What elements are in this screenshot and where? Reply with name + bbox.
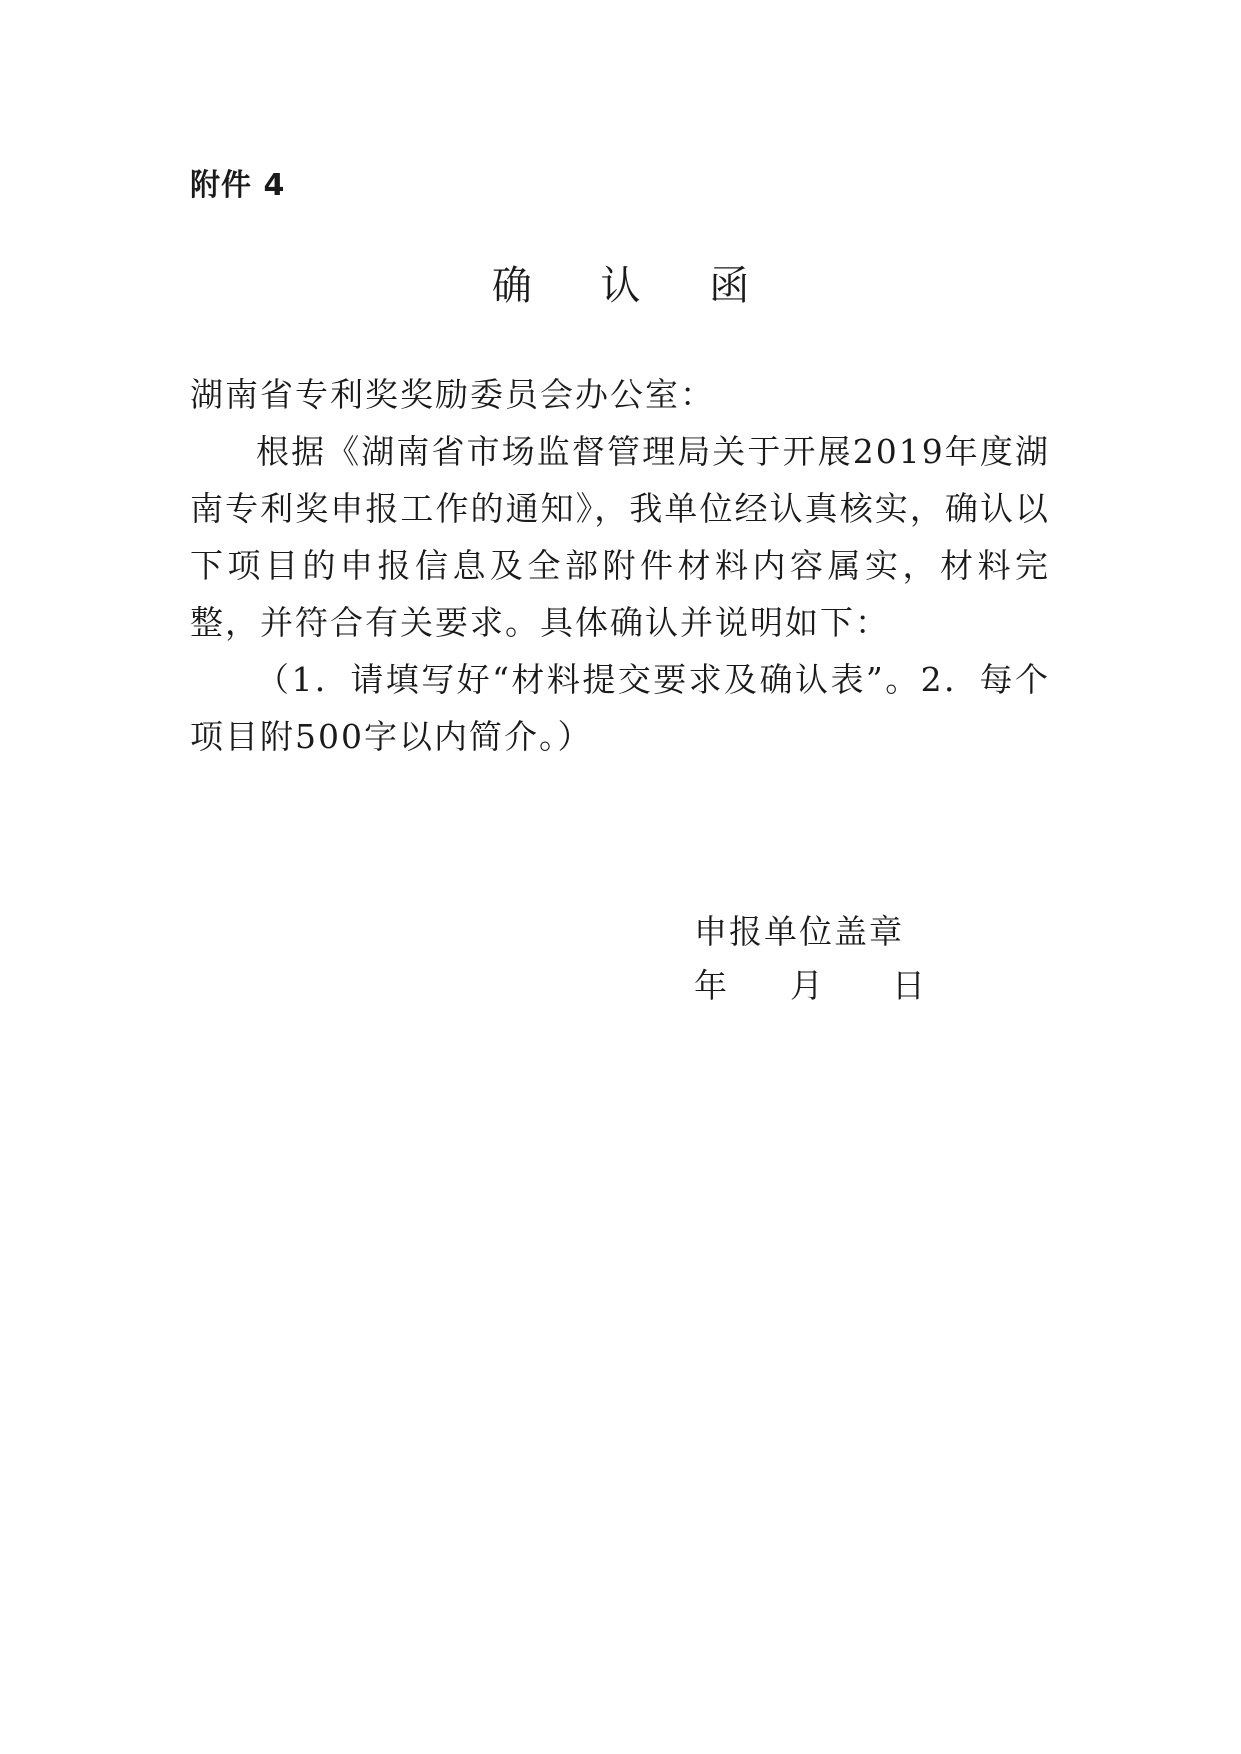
- addressee-line: 湖南省专利奖奖励委员会办公室：: [190, 375, 715, 414]
- stamp-label: 申报单位盖章: [694, 912, 904, 951]
- main-paragraph: 根据《湖南省市场监督管理局关于开展2019年度湖南专利奖申报工作的通知》，我单位经认真核实，确认以下项目的申报信息及全部附件材料内容属实，材料完整，并符合有关要求。具体确认并说明如下：: [190, 432, 1050, 642]
- attachment-label: 附件 4: [190, 168, 286, 203]
- page-title: 确 认 函: [491, 263, 778, 309]
- date-year-label: 年: [694, 966, 727, 1005]
- date-day-label: 日: [892, 966, 925, 1005]
- date-month-label: 月: [790, 966, 823, 1005]
- note-paragraph: （1．请填写好“材料提交要求及确认表”。2．每个项目附500字以内简介。）: [190, 660, 1050, 756]
